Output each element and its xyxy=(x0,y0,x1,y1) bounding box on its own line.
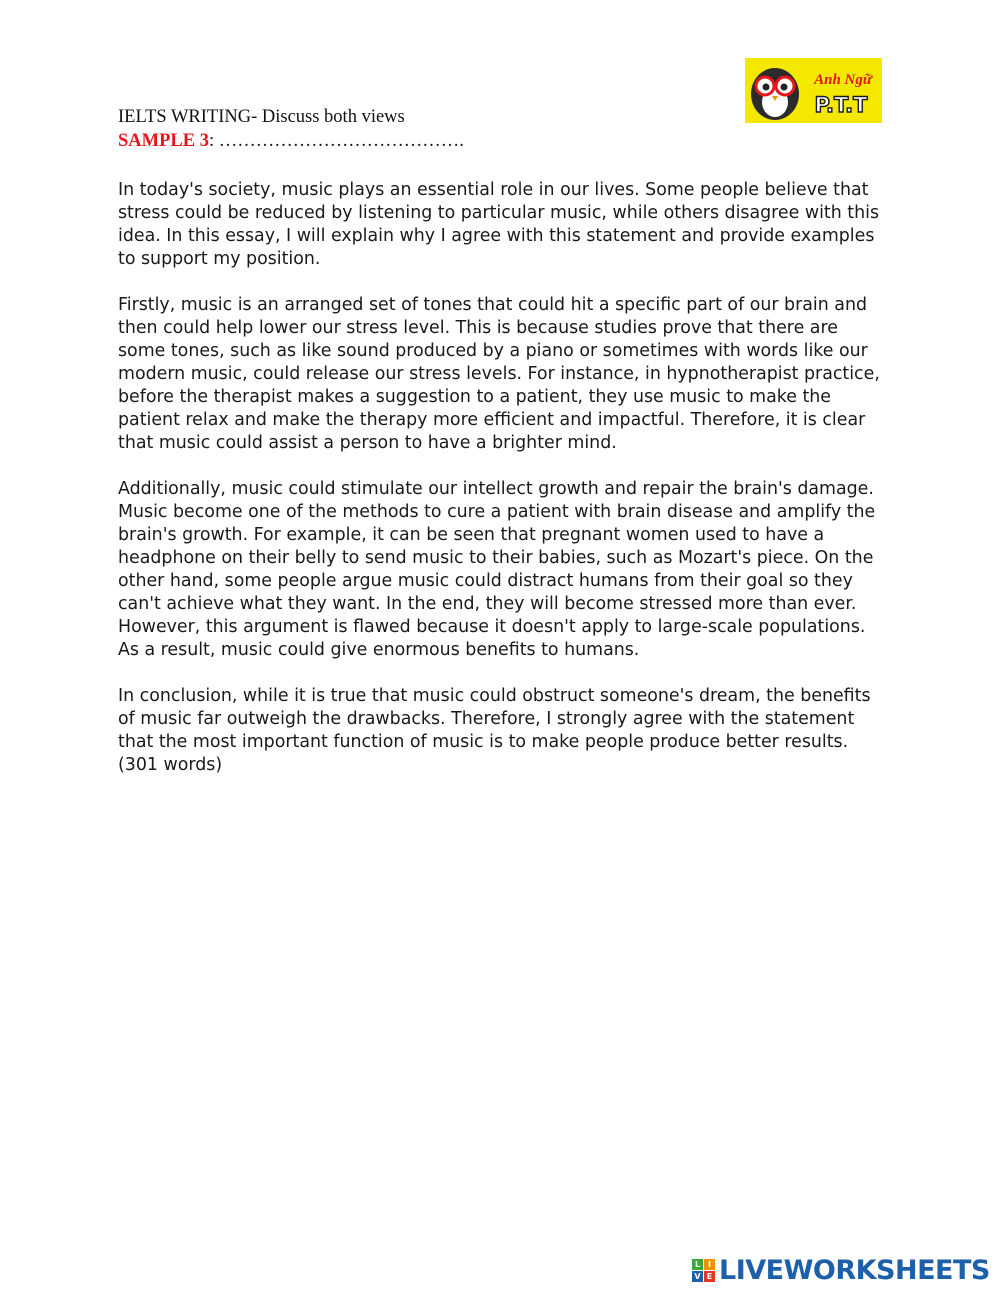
brand-mark-i: I xyxy=(704,1259,715,1270)
essay-paragraph-body-2: Additionally, music could stimulate our intellect growth and repair the brain's damage. Music become one of the methods to cure a patient with brain disease and amplify the brain's growth. For example, it can be seen that pregnant women used to have a headphone on their belly to send music to their babies, such as Mozart's piece. On the other hand, some people argue music could distract humans from their goal so they can't achieve what they want. In the end, they will become stressed more than ever. However, this argument is flawed because it doesn't apply to large-scale populations. As a result, music could give enormous benefits to humans. xyxy=(118,479,876,660)
essay-paragraph-conclusion: In conclusion, while it is true that music could obstruct someone's dream, the benefits of music far outweigh the drawbacks. Therefore, I strongly agree with the statement that the most important function of music is to make people produce better results. (301 words) xyxy=(118,686,871,775)
essay-paragraph-intro: In today's society, music plays an essential role in our lives. Some people believe that stress could be reduced by listening to particular music, while others disagree with this idea. In this essay, I will explain why I agree with this statement and provide examples to support my position. xyxy=(118,180,880,269)
anh-ngu-ptt-logo xyxy=(745,58,882,123)
worksheet-heading xyxy=(118,105,464,153)
logo-line1: Anh Ngữ xyxy=(814,72,872,88)
essay-body xyxy=(118,179,888,800)
heading-title: IELTS WRITING- Discuss both views xyxy=(118,107,405,127)
brand-mark-l: L xyxy=(692,1259,703,1270)
owl-glasses-icon xyxy=(745,58,882,123)
liveworksheets-mark-icon xyxy=(692,1259,715,1282)
sample-line xyxy=(118,129,464,153)
logo-line2: P.T.T xyxy=(814,93,868,117)
brand-wordmark: LIVEWORKSHEETS xyxy=(719,1254,990,1286)
sample-label: SAMPLE 3 xyxy=(118,131,209,151)
sample-blank: : …………………………………. xyxy=(208,131,464,151)
brand-mark-e: E xyxy=(704,1271,715,1282)
liveworksheets-brand xyxy=(692,1254,990,1286)
essay-paragraph-body-1: Firstly, music is an arranged set of tones that could hit a specific part of our brain and then could help lower our stress level. This is because studies prove that there are some tones, such as like sound produced by a piano or sometimes with words like our modern music, could release our stress levels. For instance, in hypnotherapist practice, before the therapist makes a suggestion to a patient, they use music to make the patient relax and make the therapy more efficient and impactful. Therefore, it is clear that music could assist a person to have a brighter mind. xyxy=(118,295,880,453)
brand-mark-v: V xyxy=(692,1271,703,1282)
